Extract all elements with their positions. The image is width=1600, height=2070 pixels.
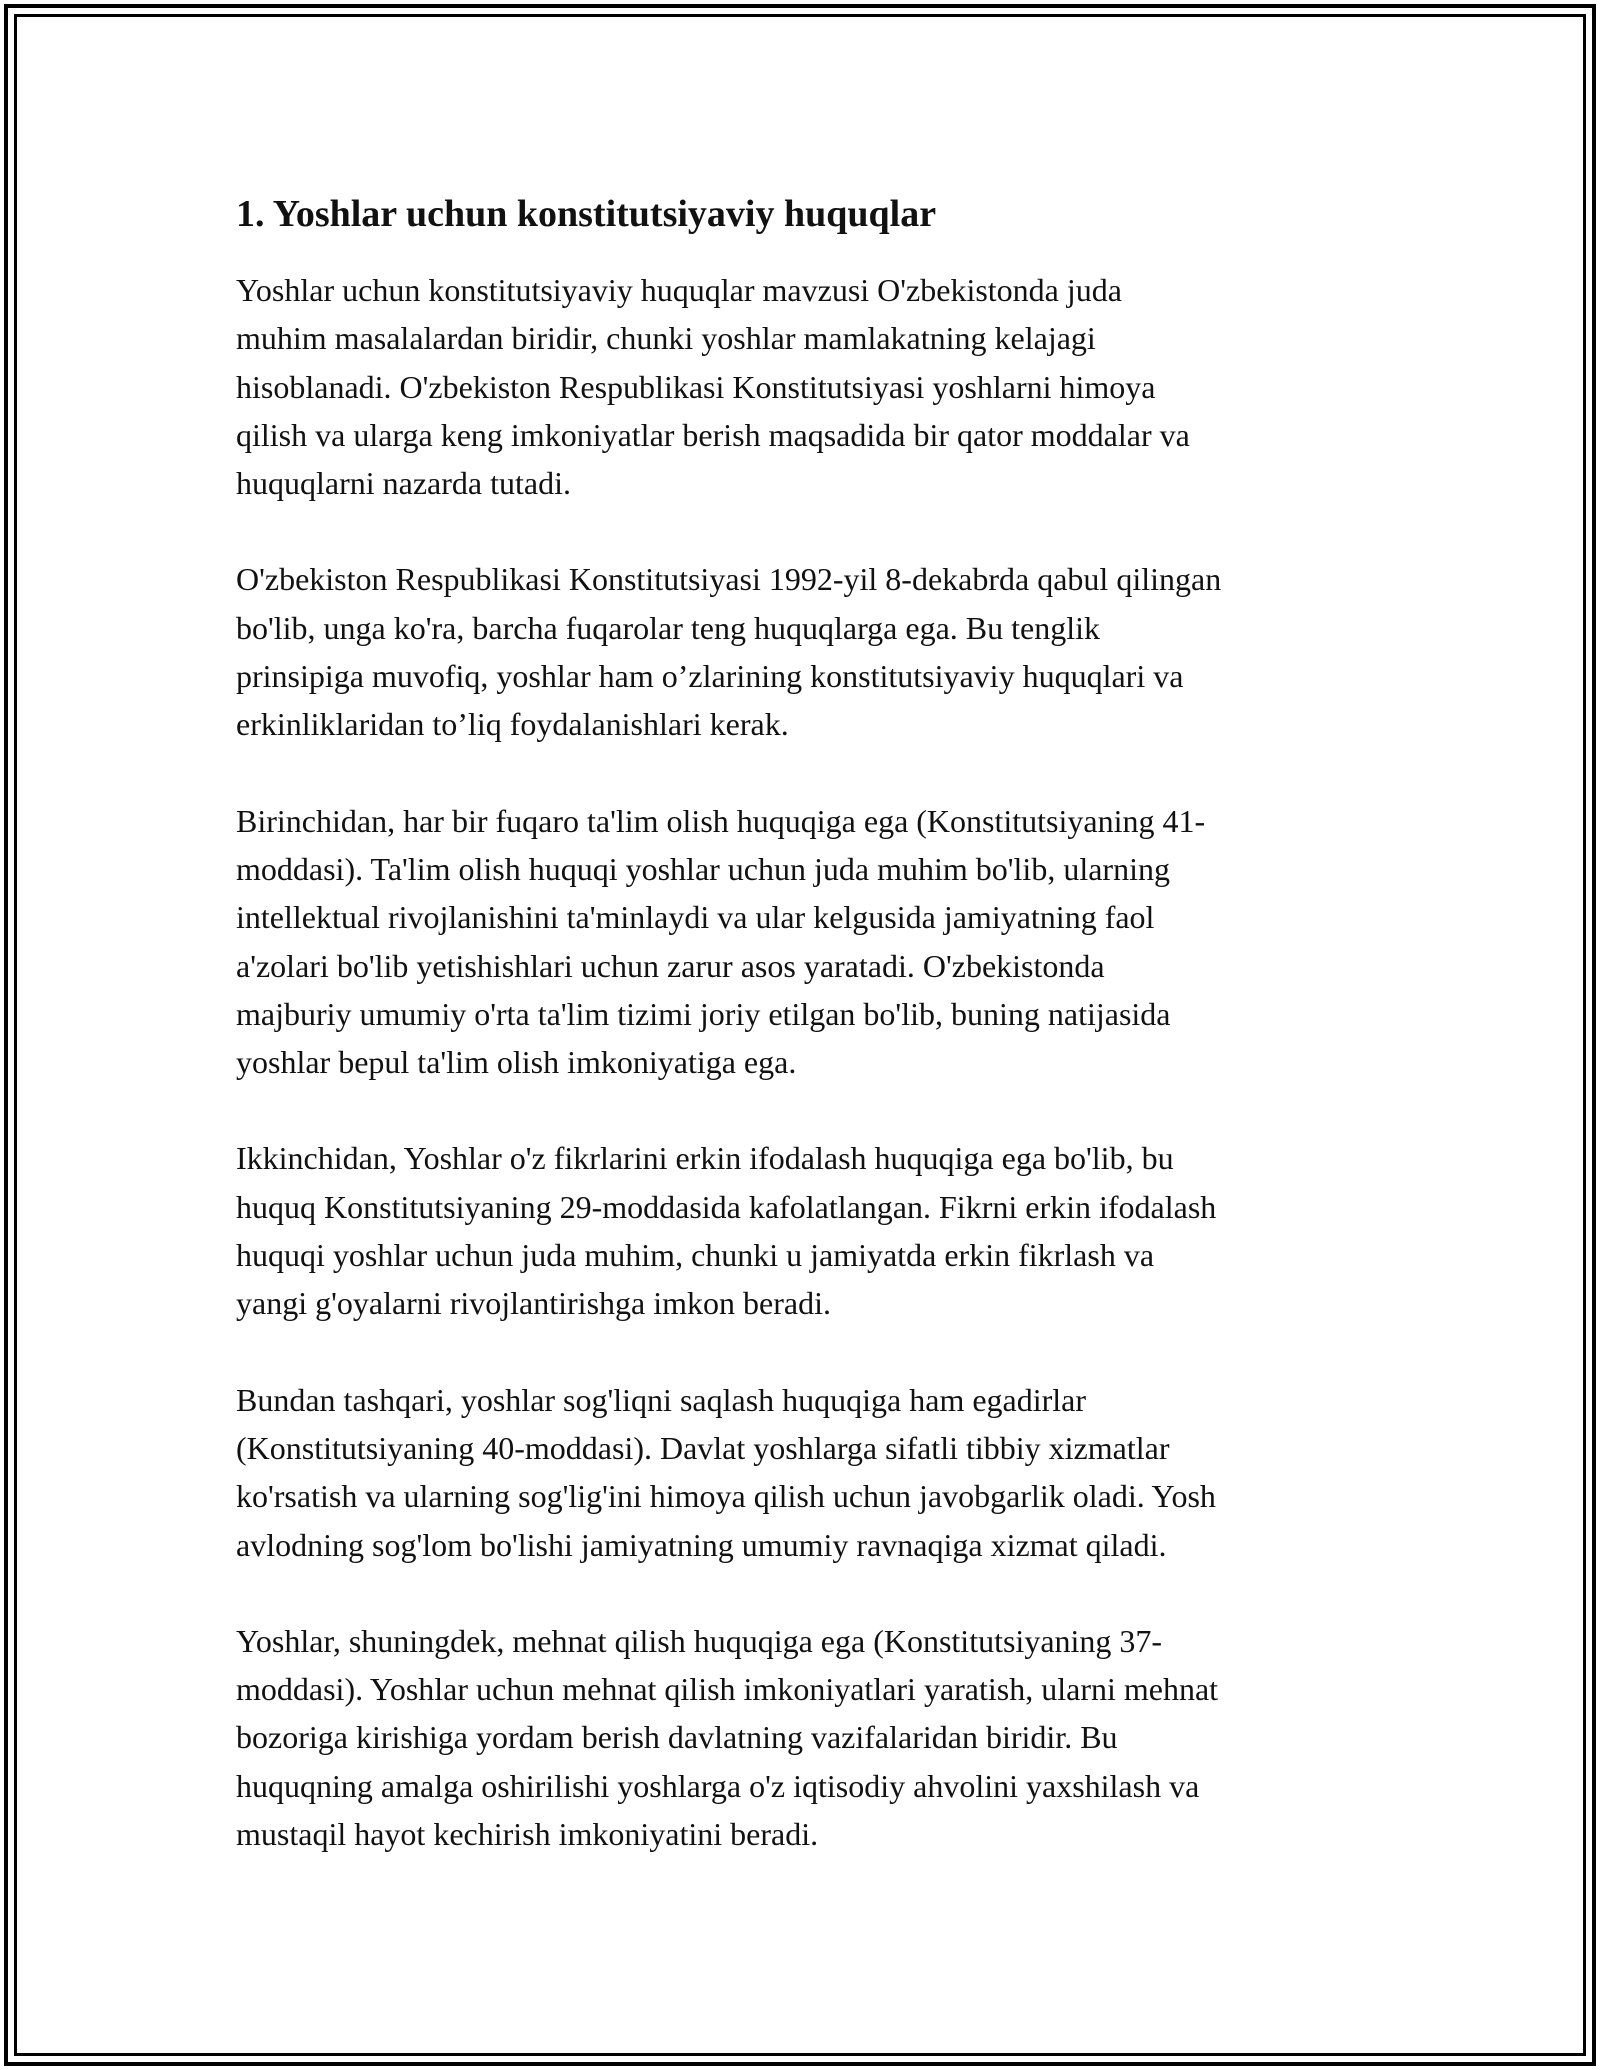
paragraph-line: erkinliklaridan to’liq foydalanishlari kerak. bbox=[236, 706, 789, 743]
paragraph-line: mustaqil hayot kechirish imkoniyatini beradi. bbox=[236, 1816, 819, 1853]
document-body bbox=[236, 186, 1376, 1906]
paragraph-line: huquq Konstitutsiyaning 29-moddasida kafolatlangan. Fikrni erkin ifodalash bbox=[236, 1188, 1217, 1225]
paragraph-line: moddasi). Yoshlar uchun mehnat qilish imkoniyatlari yaratish, ularni mehnat bbox=[236, 1671, 1219, 1708]
paragraph-line: prinsipiga muvofiq, yoshlar ham o’zlarining konstitutsiyaviy huquqlari va bbox=[236, 658, 1184, 695]
paragraph-intro bbox=[236, 266, 1376, 507]
paragraph-line: bozoriga kirishiga yordam berish davlatning vazifalaridan biridir. Bu bbox=[236, 1719, 1118, 1756]
paragraph-line: intellektual rivojlanishini ta'minlaydi va ular kelgusida jamiyatning faol bbox=[236, 899, 1155, 936]
paragraph-constitution-date bbox=[236, 555, 1376, 748]
paragraph-line: hisoblanadi. O'zbekiston Respublikasi Konstitutsiyasi yoshlarni himoya bbox=[236, 368, 1156, 405]
paragraph-line: ko'rsatish va ularning sog'lig'ini himoya qilish uchun javobgarlik oladi. Yosh bbox=[236, 1478, 1216, 1515]
paragraph-line: yangi g'oyalarni rivojlantirishga imkon beradi. bbox=[236, 1285, 831, 1322]
paragraph-education-right bbox=[236, 797, 1376, 1087]
paragraph-line: huquqi yoshlar uchun juda muhim, chunki u jamiyatda erkin fikrlash va bbox=[236, 1237, 1155, 1274]
paragraph-line: avlodning sog'lom bo'lishi jamiyatning umumiy ravnaqiga xizmat qiladi. bbox=[236, 1526, 1167, 1563]
paragraph-expression-right bbox=[236, 1134, 1376, 1327]
section-heading: 1. Yoshlar uchun konstitutsiyaviy huquqlar bbox=[236, 193, 937, 235]
paragraph-line: Ikkinchidan, Yoshlar o'z fikrlarini erkin ifodalash huquqiga ega bo'lib, bu bbox=[236, 1140, 1174, 1177]
paragraph-line: (Konstitutsiyaning 40-moddasi). Davlat yoshlarga sifatli tibbiy xizmatlar bbox=[236, 1429, 1170, 1466]
paragraph-line: majburiy umumiy o'rta ta'lim tizimi joriy etilgan bo'lib, buning natijasida bbox=[236, 995, 1171, 1032]
paragraph-line: muhim masalalardan biridir, chunki yoshlar mamlakatning kelajagi bbox=[236, 320, 1096, 357]
paragraph-line: bo'lib, unga ko'ra, barcha fuqarolar teng huquqlarga ega. Bu tenglik bbox=[236, 609, 1100, 646]
paragraph-line: huquqning amalga oshirilishi yoshlarga o'z iqtisodiy ahvolini yaxshilash va bbox=[236, 1767, 1200, 1804]
paragraph-line: Bundan tashqari, yoshlar sog'liqni saqlash huquqiga ham egadirlar bbox=[236, 1381, 1087, 1418]
paragraph-line: Yoshlar uchun konstitutsiyaviy huquqlar mavzusi O'zbekistonda juda bbox=[236, 272, 1122, 308]
paragraph-line: moddasi). Ta'lim olish huquqi yoshlar uchun juda muhim bo'lib, ularning bbox=[236, 850, 1170, 887]
paragraph-line: O'zbekiston Respublikasi Konstitutsiyasi 1992-yil 8-dekabrda qabul qilingan bbox=[236, 561, 1222, 598]
paragraph-line: qilish va ularga keng imkoniyatlar berish maqsadida bir qator moddalar va bbox=[236, 416, 1190, 453]
paragraph-line: Birinchidan, har bir fuqaro ta'lim olish huquqiga ega (Konstitutsiyaning 41- bbox=[236, 802, 1206, 839]
paragraph-line: Yoshlar, shuningdek, mehnat qilish huquqiga ega (Konstitutsiyaning 37- bbox=[236, 1622, 1163, 1659]
paragraph-labor-right bbox=[236, 1617, 1376, 1858]
paragraph-health-right bbox=[236, 1376, 1376, 1569]
paragraph-line: yoshlar bepul ta'lim olish imkoniyatiga ega. bbox=[236, 1044, 797, 1081]
paragraph-line: huquqlarni nazarda tutadi. bbox=[236, 465, 571, 502]
paragraph-line: a'zolari bo'lib yetishishlari uchun zarur asos yaratadi. O'zbekistonda bbox=[236, 947, 1105, 984]
